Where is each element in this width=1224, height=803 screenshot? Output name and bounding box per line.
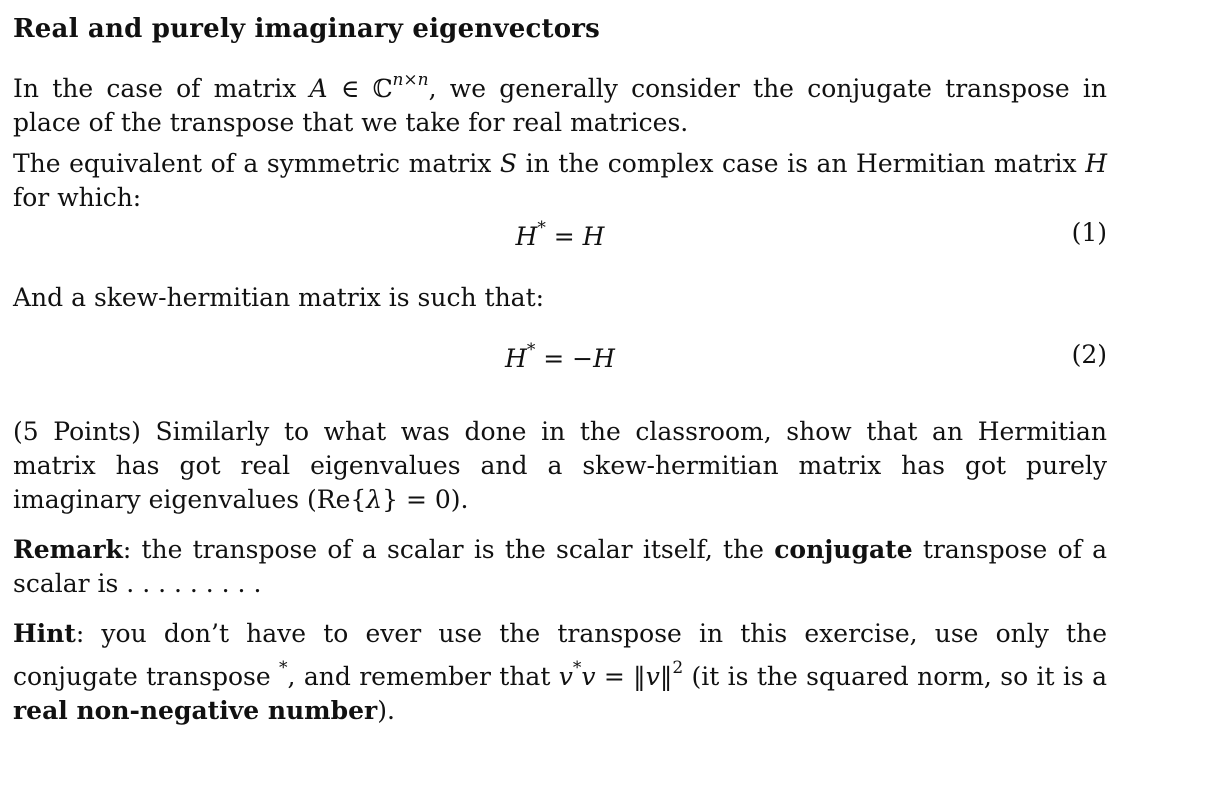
- hermitian-text-2: in the complex case is an Hermitian matrix: [517, 149, 1086, 178]
- eq1-relation: =: [545, 222, 583, 251]
- exercise-text-end: } = 0).: [382, 485, 469, 514]
- equation-1: [13, 218, 1107, 252]
- hint-text-4: ).: [377, 696, 395, 725]
- hint-star: *: [279, 658, 288, 678]
- eq2-relation: = −: [535, 344, 594, 373]
- equation-2: [13, 340, 1107, 374]
- eq1-lhs: H: [515, 222, 538, 251]
- math-complex-set: ℂ: [372, 74, 393, 103]
- math-v-1: v: [558, 662, 573, 691]
- remark-text-1: : the transpose of a scalar is the scalar itself, the: [122, 535, 775, 564]
- math-matrix-S: S: [499, 149, 518, 178]
- math-element-of: ∈: [327, 74, 373, 103]
- eq2-star: *: [526, 340, 536, 360]
- math-v-2: v: [581, 662, 596, 691]
- math-dims-superscript: n×n: [392, 70, 429, 90]
- section-title: Real and purely imaginary eigenvectors: [13, 14, 600, 44]
- exercise-paragraph: [13, 415, 1107, 517]
- hint-bold-text: real non-negative number: [13, 696, 378, 725]
- remark-text-2: transpose of a scalar is . . . . . . . . .: [13, 535, 1108, 598]
- remark-bold-word: conjugate: [774, 535, 913, 564]
- math-matrix-H: H: [1085, 149, 1108, 178]
- eq1-star: *: [537, 218, 546, 238]
- equation-2-body: [13, 340, 1107, 373]
- hint-text-2: , and remember that: [287, 662, 559, 691]
- math-equals-norm-open: = ‖: [595, 662, 646, 691]
- eq2-lhs: H: [505, 344, 527, 373]
- hint-label: Hint: [13, 619, 76, 648]
- hint-paragraph: [13, 617, 1107, 728]
- math-v-3: v: [645, 662, 660, 691]
- intro-text-before: In the case of matrix: [13, 74, 310, 103]
- equation-1-body: [13, 218, 1107, 251]
- hint-text-1: : you don’t have to ever use the transpose in this exercise, use only the conjugate transpose: [13, 619, 1107, 691]
- remark-label: Remark: [13, 535, 123, 564]
- remark-paragraph: [13, 533, 1107, 601]
- hint-text-3: (it is the squared norm, so it is a: [683, 662, 1108, 691]
- math-norm-close: ‖: [659, 662, 673, 691]
- equation-1-number: (1): [1071, 218, 1107, 247]
- equation-2-number: (2): [1071, 340, 1107, 369]
- intro-text-after: , we generally consider the conjugate transpose in place of the transpose that we take for real matrices.: [13, 74, 1107, 137]
- math-squared: 2: [672, 658, 684, 678]
- math-v-star: *: [572, 658, 582, 678]
- hermitian-text-1: The equivalent of a symmetric matrix: [13, 149, 500, 178]
- eq2-rhs: H: [593, 344, 615, 373]
- exercise-text: (5 Points) Similarly to what was done in the classroom, show that an Hermitian matrix has got real eigenvalues and a skew-hermitian matrix has got purely imaginary eigenvalues (Re{: [13, 417, 1107, 514]
- hermitian-definition-paragraph: [13, 147, 1107, 215]
- intro-paragraph: [13, 63, 1107, 140]
- skew-definition-paragraph: And a skew-hermitian matrix is such that:: [13, 283, 545, 312]
- hermitian-text-3: for which:: [13, 183, 142, 212]
- math-lambda: λ: [366, 485, 383, 514]
- eq1-rhs: H: [582, 222, 605, 251]
- math-matrix-A: A: [309, 74, 328, 103]
